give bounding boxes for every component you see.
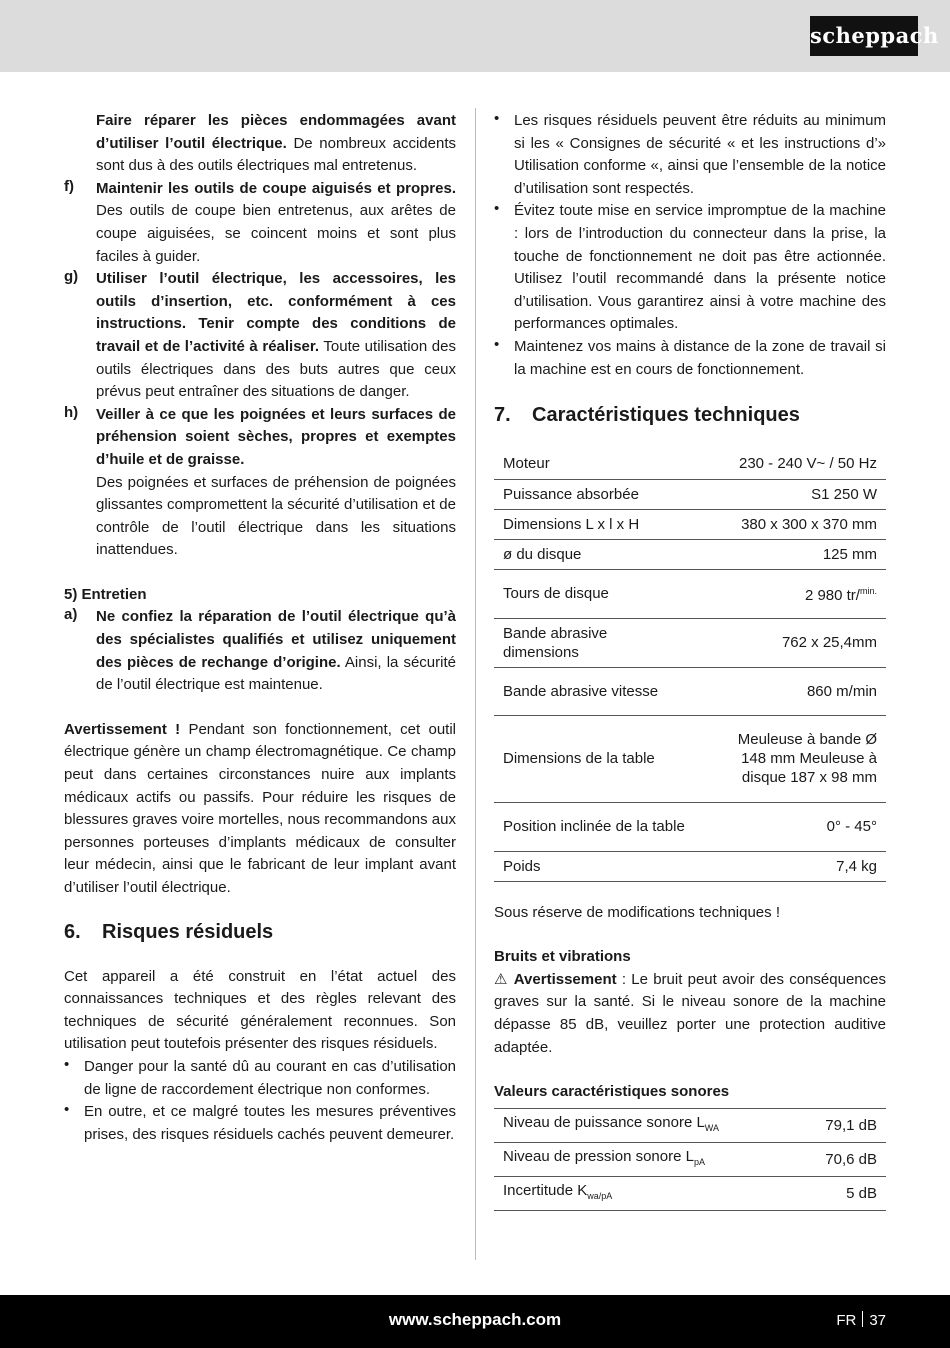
section-6-intro: Cet appareil a été construit en l’état actuel des connaissances techniques et des règles relevant des techniques de sécurité généralement reconnues. Son utilisation peut toutefois présenter des risques résiduels. <box>64 967 456 1053</box>
table-row: Poids 7,4 kg <box>494 851 886 881</box>
table-row: Position inclinée de la table 0° - 45° <box>494 802 886 851</box>
warning-paragraph: Avertissement ! Pendant son fonctionnement, cet outil électrique génère un champ électromagnétique. Ce champ peut dans certaines circonstances nuire aux implants médicaux actifs ou passifs. Pour réduire les risques de blessures graves voire mortelles, nous recommandons aux personnes porteuses d’implants médicaux de consulter leur médecin, ainsi que le fabricant de leur implant avant d’utiliser l’outil électrique. <box>64 720 456 896</box>
table-row: Niveau de puissance sonore $L_{WA}$ 79,1 dB <box>494 1108 886 1142</box>
noise-warning: ⚠ Avertissement : Le bruit peut avoir des conséquences graves sur la santé. Si le niveau sonore de la machine dépasse 85 dB, veuillez porter une protection auditive adaptée. <box>494 970 886 1056</box>
table-row: Bande abrasive dimensions 762 x 25,4mm <box>494 618 886 667</box>
scheppach-logo: scheppach <box>810 16 918 56</box>
sound-table <box>494 1108 886 1211</box>
table-row: Puissance absorbée S1 250 W <box>494 479 886 509</box>
table-row: Tours de disque 2 980 tr/$^{min.}$ <box>494 569 886 618</box>
reserve-note: Sous réserve de modifications techniques ! <box>494 903 780 921</box>
noise-heading: Bruits et vibrations <box>494 948 631 966</box>
list-item: • Les risques résiduels peuvent être réduits au minimum si les « Consignes de sécurité « et les instructions d’» Utilisation conforme «, ainsi que l’ensemble de la notice d’utilisation sont respectés. <box>494 110 886 197</box>
column-divider <box>475 108 476 1260</box>
page-number: FR 37 <box>836 1312 886 1329</box>
list-item: • Maintenez vos mains à distance de la zone de travail si la machine est en cours de fonctionnement. <box>494 335 886 378</box>
table-row: Dimensions L x l x H 380 x 300 x 370 mm <box>494 509 886 539</box>
item-a: a) Ne confiez la réparation de l’outil électrique qu’à des spécialistes qualifiés et utilisez uniquement des pièces de rechange d’origine. Ainsi, la sécurité de l’outil électrique est maintenue. <box>64 606 456 694</box>
table-row: Incertitude $K_{wa/pA}$ 5 dB <box>494 1176 886 1210</box>
table-row: Bande abrasive vitesse 860 m/min <box>494 667 886 715</box>
table-row: Niveau de pression sonore $L_{pA}$ 70,6 dB <box>494 1142 886 1176</box>
section-7-heading: 7. Caractéristiques techniques <box>494 404 800 427</box>
sound-values-heading: Valeurs caractéristiques sonores <box>494 1083 730 1101</box>
left-column <box>64 110 456 1146</box>
table-row: Dimensions de la table Meuleuse à bande Ø 148 mm Meuleuse à disque 187 x 98 mm <box>494 715 886 802</box>
item-f: f) Maintenir les outils de coupe aiguisés et propres. Des outils de coupe bien entretenus, aux arêtes de coupe aiguisées, se coincent moins et sont plus faciles à guider. <box>64 177 456 265</box>
item-e-continuation: Faire réparer les pièces endommagées avant d’utiliser l’outil électrique. De nombreux accidents sont dus à des outils électriques mal entretenus. <box>96 112 457 175</box>
section-6-heading: 6. Risques résiduels <box>64 920 274 943</box>
website-link[interactable]: www.scheppach.com <box>388 1310 562 1329</box>
right-column <box>494 110 886 1211</box>
footer-bar <box>0 1295 950 1348</box>
section-5-heading: 5) Entretien <box>64 585 147 603</box>
list-item: • Évitez toute mise en service impromptue de la machine : lors de l’introduction du connecteur dans la prise, la touche de fonctionnement ne doit pas être actionnée. Utilisez l’outil recommandé dans la présente notice d’utilisation. Vous garantirez ainsi à votre machine des performances optimales. <box>494 200 886 333</box>
warning-triangle-icon: ⚠ <box>494 970 509 988</box>
table-row: Moteur 230 - 240 V~ / 50 Hz <box>494 449 886 479</box>
list-item: • En outre, et ce malgré toutes les mesures préventives prises, des risques résiduels cachés peuvent demeurer. <box>64 1101 456 1143</box>
table-row: ø du disque 125 mm <box>494 539 886 569</box>
item-h: h) Veiller à ce que les poignées et leurs surfaces de préhension soient sèches, propres et exemptes d’huile et de graisse. Des poignées et surfaces de préhension de poignées glissantes compromettent la sécurité d’utilisation et de contrôle de l’outil électrique dans les situations inattendues. <box>64 403 456 559</box>
specs-table <box>494 449 886 882</box>
header-bar <box>0 0 950 72</box>
list-item: • Danger pour la santé dû au courant en cas d’utilisation de ligne de raccordement électrique non conformes. <box>64 1055 456 1098</box>
item-g: g) Utiliser l’outil électrique, les accessoires, les outils d’insertion, etc. conformément à ces instructions. Tenir compte des conditions de travail et de l’activité à réaliser. Toute utilisation des outils électriques dans des buts autres que ceux prévus peut entraîner des situations de danger. <box>64 268 456 401</box>
